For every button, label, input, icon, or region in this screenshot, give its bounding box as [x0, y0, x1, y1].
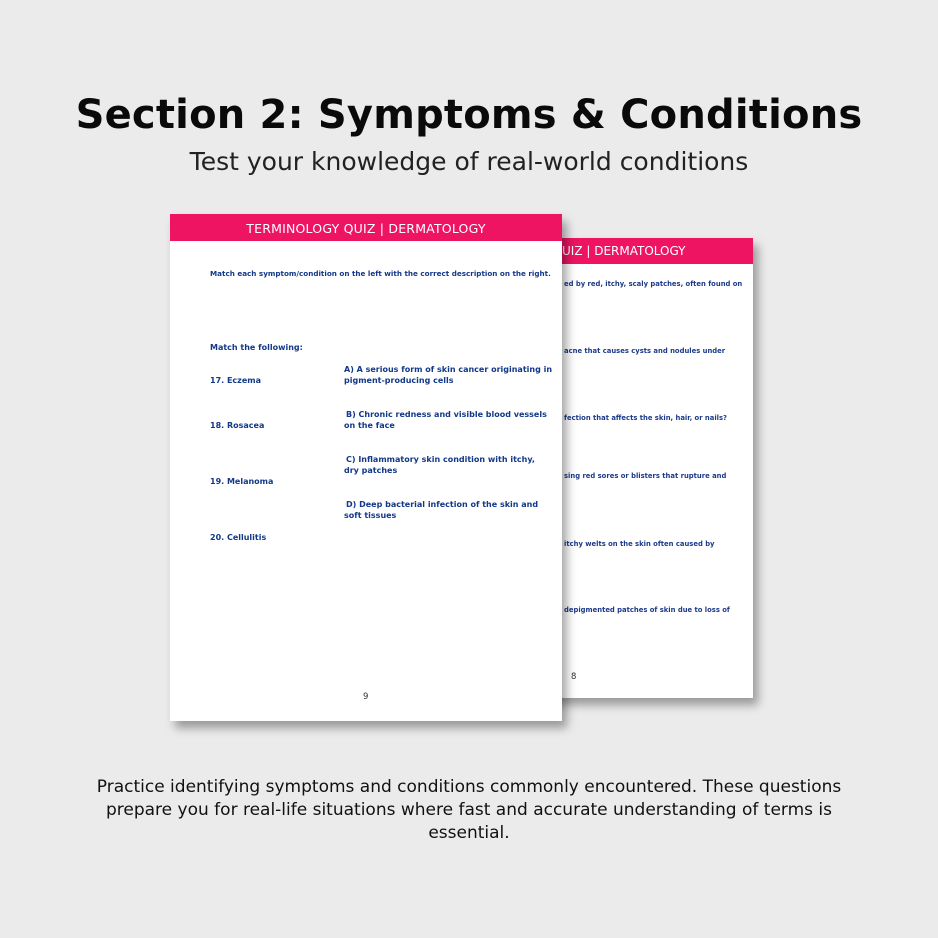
back-page-line: ed by red, itchy, scaly patches, often found on — [564, 280, 743, 288]
match-left-item: 18. Rosacea — [210, 421, 265, 430]
match-left-item: 17. Eczema — [210, 376, 261, 385]
front-page-header: TERMINOLOGY QUIZ | DERMATOLOGY — [170, 214, 562, 241]
section-subtitle: Test your knowledge of real-world conditions — [189, 147, 749, 176]
back-page-line: depigmented patches of skin due to loss of — [564, 606, 730, 614]
match-heading: Match the following: — [210, 343, 303, 352]
match-left-item: 20. Cellulitis — [210, 533, 267, 542]
match-right-item-a: A) A serious form of skin cancer originating in pigment-producing cells — [344, 365, 553, 385]
quiz-page-front — [170, 214, 562, 721]
back-page-line: fection that affects the skin, hair, or nails? — [564, 414, 727, 422]
front-page-number: 9 — [363, 692, 369, 702]
back-page-line: sing red sores or blisters that rupture and — [564, 472, 727, 480]
match-left-item: 19. Melanoma — [210, 477, 274, 486]
section-description: Practice identifying symptoms and conditions commonly encountered. These questions prepare you for real-life situations where fast and accurate understanding of terms is essential. — [96, 777, 842, 843]
quiz-instruction: Match each symptom/condition on the left with the correct description on the right. — [210, 269, 551, 278]
match-right-item-b: B) Chronic redness and visible blood vessels on the face — [344, 410, 547, 430]
match-right-item-c: C) Inflammatory skin condition with itchy, dry patches — [344, 455, 535, 475]
back-page-line: itchy welts on the skin often caused by — [564, 540, 715, 548]
back-page-line: acne that causes cysts and nodules under — [564, 347, 726, 355]
back-page-number: 8 — [571, 672, 577, 682]
section-title: Section 2: Symptoms & Conditions — [75, 92, 863, 138]
quiz-page-back — [548, 238, 753, 698]
back-page-header: UIZ | DERMATOLOGY — [548, 238, 753, 264]
match-right-item-d: D) Deep bacterial infection of the skin and soft tissues — [344, 500, 539, 520]
